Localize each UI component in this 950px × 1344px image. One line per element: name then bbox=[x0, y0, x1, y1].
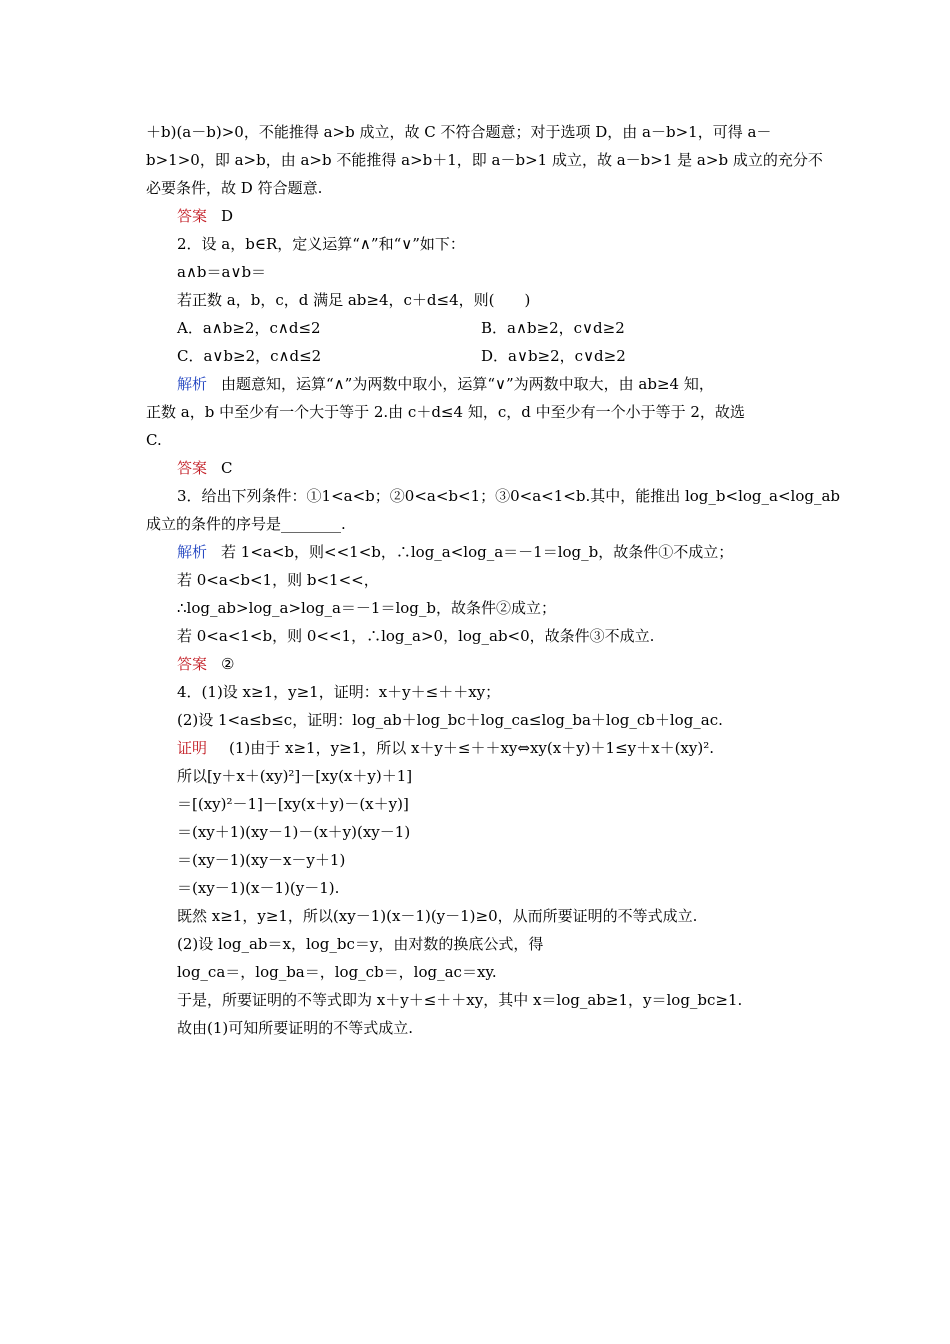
document-page bbox=[146, 118, 840, 1042]
analysis-label: 解析 bbox=[177, 543, 208, 561]
proof-text: (1)由于 x≥1，y≥1，所以 x＋y＋≤＋＋xy⇔xy(x＋y)＋1≤y＋x＋(xy)². bbox=[229, 739, 714, 757]
proof-line: ＝(xy－1)(x－1)(y－1). bbox=[177, 879, 340, 897]
answer-value: C bbox=[221, 459, 233, 477]
question-2-definition: a∧b＝a∨b＝ bbox=[177, 263, 267, 281]
option-a: A．a∧b≥2，c∧d≤2 bbox=[177, 319, 321, 337]
question-2-condition: 若正数 a，b，c，d 满足 ab≥4，c＋d≤4，则( ) bbox=[177, 291, 531, 309]
proof-line: 既然 x≥1，y≥1，所以(xy－1)(x－1)(y－1)≥0，从而所要证明的不等式成立. bbox=[177, 907, 698, 925]
proof-line: ＝(xy－1)(xy－x－y＋1) bbox=[177, 851, 346, 869]
proof-line: log_ca＝，log_ba＝，log_cb＝，log_ac＝xy. bbox=[177, 963, 497, 981]
question-2-stem: 2．设 a，b∈R，定义运算“∧”和“∨”如下： bbox=[177, 235, 465, 253]
question-4-stem-line-1: 4．(1)设 x≥1，y≥1，证明：x＋y＋≤＋＋xy； bbox=[177, 683, 501, 701]
answer-value: ② bbox=[221, 655, 235, 673]
answer-2 bbox=[146, 454, 814, 482]
question-4-stem-line-2: (2)设 1<a≤b≤c，证明：log_ab＋log_bc＋log_ca≤log_ba＋log_cb＋log_ac. bbox=[177, 711, 723, 729]
analysis-2-line-3: C. bbox=[146, 431, 162, 449]
options-row-2 bbox=[146, 342, 814, 370]
analysis-3-line-3: ∴log_ab>log_a>log_a＝－1＝log_b，故条件②成立； bbox=[177, 599, 556, 617]
proof-label: 证明 bbox=[177, 739, 208, 757]
proof-line: ＝[(xy)²－1]－[xy(x＋y)－(x＋y)] bbox=[177, 795, 409, 813]
text-line: ＋b)(a－b)>0，不能推得 a>b 成立，故 C 不符合题意；对于选项 D，由 a－b>1，可得 a－ bbox=[146, 123, 772, 141]
analysis-3-line-1 bbox=[146, 538, 814, 566]
answer-1 bbox=[146, 202, 814, 230]
analysis-2-line-2: 正数 a，b 中至少有一个大于等于 2.由 c＋d≤4 知，c，d 中至少有一个小于等于 2，故选 bbox=[146, 403, 745, 421]
answer-value: D bbox=[221, 207, 234, 225]
proof-line: 故由(1)可知所要证明的不等式成立. bbox=[177, 1019, 414, 1037]
option-d: D．a∨b≥2，c∨d≥2 bbox=[481, 347, 626, 365]
option-b: B．a∧b≥2，c∨d≥2 bbox=[481, 319, 625, 337]
analysis-3-line-2: 若 0<a<b<1，则 b<1<<， bbox=[177, 571, 379, 589]
text-line: b>1>0，即 a>b，由 a>b 不能推得 a>b＋1，即 a－b>1 成立，故 a－b>1 是 a>b 成立的充分不 bbox=[146, 151, 823, 169]
analysis-2-line-1 bbox=[146, 370, 814, 398]
proof-line: ＝(xy＋1)(xy－1)－(x＋y)(xy－1) bbox=[177, 823, 411, 841]
proof-line: (2)设 log_ab＝x，log_bc＝y，由对数的换底公式，得 bbox=[177, 935, 544, 953]
option-c: C．a∨b≥2，c∧d≤2 bbox=[177, 347, 322, 365]
answer-3 bbox=[146, 650, 814, 678]
analysis-text: 由题意知，运算“∧”为两数中取小，运算“∨”为两数中取大，由 ab≥4 知， bbox=[221, 375, 714, 393]
text-line: 必要条件，故 D 符合题意. bbox=[146, 179, 323, 197]
answer-label: 答案 bbox=[177, 207, 208, 225]
proof-line: 所以[y＋x＋(xy)²]－[xy(x＋y)＋1] bbox=[177, 767, 413, 785]
question-3-stem-line-2: 成立的条件的序号是________. bbox=[146, 515, 346, 533]
analysis-3-line-4: 若 0<a<1<b，则 0<<1，∴log_a>0，log_ab<0，故条件③不成立. bbox=[177, 627, 655, 645]
question-3-stem-line-1: 3．给出下列条件：①1<a<b；②0<a<b<1；③0<a<1<b.其中，能推出 log_b<log_a<log_ab bbox=[177, 487, 840, 505]
answer-label: 答案 bbox=[177, 459, 208, 477]
answer-label: 答案 bbox=[177, 655, 208, 673]
analysis-label: 解析 bbox=[177, 375, 208, 393]
proof-line-1 bbox=[146, 734, 814, 762]
analysis-text: 若 1<a<b，则<<1<b，∴log_a<log_a＝－1＝log_b，故条件①不成立； bbox=[221, 543, 734, 561]
options-row-1 bbox=[146, 314, 814, 342]
proof-line: 于是，所要证明的不等式即为 x＋y＋≤＋＋xy，其中 x＝log_ab≥1，y＝log_bc≥1. bbox=[177, 991, 743, 1009]
